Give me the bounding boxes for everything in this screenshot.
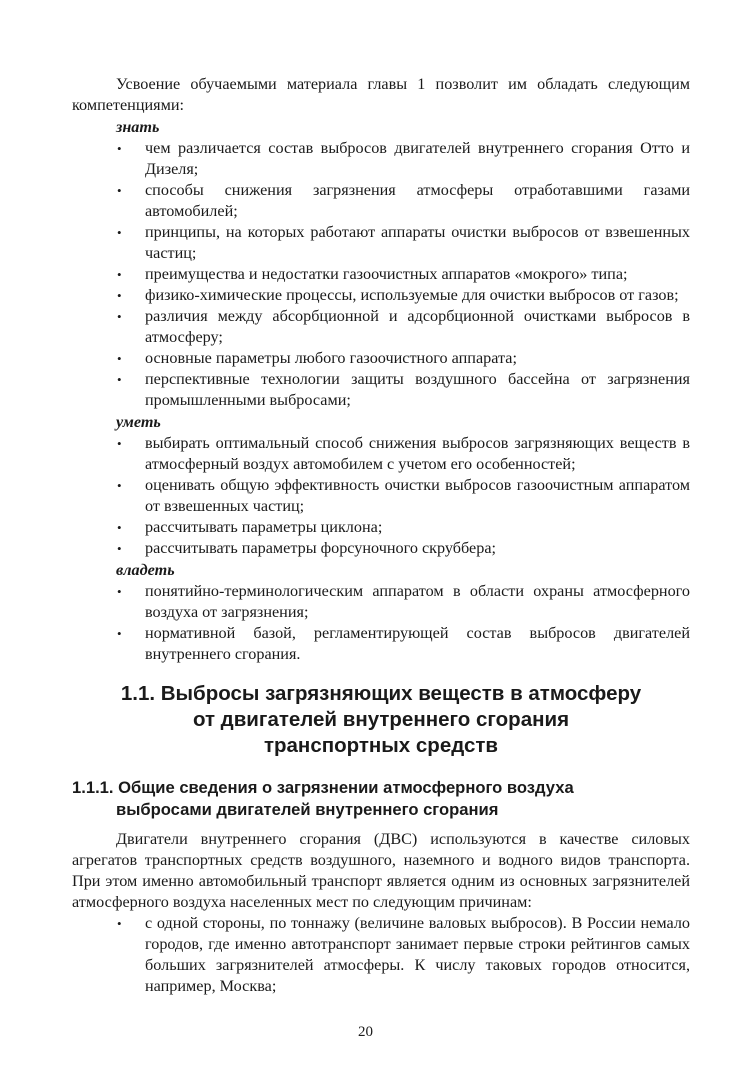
section-heading: 1.1. Выбросы загрязняющих веществ в атмосферу от двигателей внутреннего сгорания транспортных средств [120,682,642,757]
bullet-icon: • [117,541,122,556]
list-item: • оценивать общую эффективность очистки выбросов газоочистным аппаратом от взвешенных частиц; [117,476,690,515]
bullet-icon: • [117,916,122,931]
bullet-icon: • [117,288,122,303]
competency-label-master: владеть [116,561,175,579]
know-list [72,138,690,411]
body-paragraph: Двигатели внутреннего сгорания (ДВС) используются в качестве силовых агрегатов транспортных средств воздушного, наземного и водного видов транспорта. При этом именно автомобильный транспорт является одним из основных загрязнителей атмосферного воздуха населенных мест по следующим причинам: [72,830,690,911]
page-body [72,74,690,997]
bullet-icon: • [117,351,122,366]
bullet-icon: • [117,267,122,282]
list-item: • принципы, на которых работают аппараты очистки выбросов от взвешенных частиц; [117,223,690,262]
list-item: • рассчитывать параметры циклона; [117,518,383,536]
competency-label-can: уметь [116,413,161,431]
bullet-icon: • [117,626,122,641]
intro-paragraph: Усвоение обучаемыми материала главы 1 позволит им обладать следующим компетенциями: [72,75,690,114]
bullet-icon: • [117,584,122,599]
reasons-list [72,913,690,997]
bullet-icon: • [117,141,122,156]
list-item: • с одной стороны, по тоннажу (величине валовых выбросов). В России немало городов, где именно автотранспорт занимает первые строки рейтингов самых больших загрязнителей атмосферы. К числу таковых городов относится, например, Москва; [117,914,690,995]
list-item: • перспективные технологии защиты воздушного бассейна от загрязнения промышленными выбросами; [117,370,690,409]
bullet-icon: • [117,225,122,240]
list-item: • рассчитывать параметры форсуночного скруббера; [117,539,497,557]
competency-label-know: знать [116,118,160,136]
list-item: • различия между абсорбционной и адсорбционной очистками выбросов в атмосферу; [117,307,690,346]
list-item: • физико-химические процессы, используемые для очистки выбросов от газов; [117,286,679,304]
list-item: • нормативной базой, регламентирующей состав выбросов двигателей внутреннего сгорания. [117,624,690,663]
bullet-icon: • [117,436,122,451]
subsection-heading: 1.1.1. Общие сведения о загрязнении атмосферного воздуха выбросами двигателей внутреннего сгорания [72,778,574,819]
list-item: • преимущества и недостатки газоочистных аппаратов «мокрого» типа; [117,265,628,283]
list-item: • выбирать оптимальный способ снижения выбросов загрязняющих веществ в атмосферный воздух автомобилем с учетом его особенностей; [117,434,690,473]
bullet-icon: • [117,478,122,493]
list-item: • понятийно-терминологическим аппаратом в области охраны атмосферного воздуха от загрязнения; [117,582,690,621]
bullet-icon: • [117,520,122,535]
page-number: 20 [358,1024,373,1040]
list-item: • чем различается состав выбросов двигателей внутреннего сгорания Отто и Дизеля; [117,139,690,178]
list-item: • способы снижения загрязнения атмосферы отработавшими газами автомобилей; [117,181,690,220]
bullet-icon: • [117,309,122,324]
bullet-icon: • [117,183,122,198]
list-item: • основные параметры любого газоочистного аппарата; [117,349,517,367]
master-list [72,581,690,665]
can-list [72,433,690,559]
bullet-icon: • [117,372,122,387]
